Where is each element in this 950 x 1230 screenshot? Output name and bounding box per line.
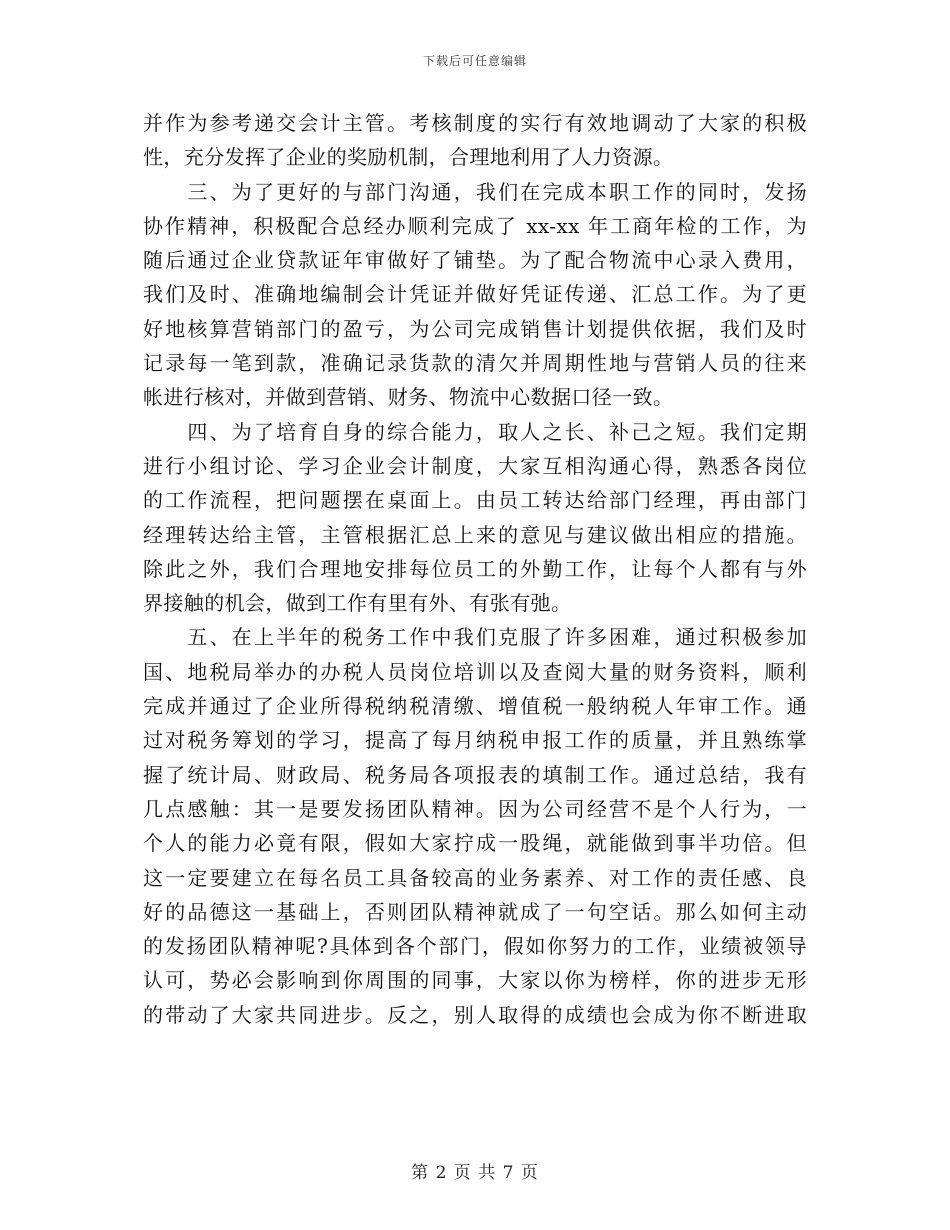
text-line: 个人的能力必竟有限，假如大家拧成一股绳，就能做到事半功倍。但 [143, 831, 807, 856]
text-line: 界接触的机会，做到工作有里有外、有张有弛。 [143, 591, 572, 616]
text-line: 握了统计局、财政局、税务局各项报表的填制工作。通过总结，我有 [143, 762, 807, 787]
page-number: 2 [435, 1163, 448, 1183]
text-line: 除此之外，我们合理地安排每位员工的外勤工作，让每个人都有与外 [143, 556, 807, 581]
body-text [143, 106, 807, 1032]
text-line: 记录每一笔到款，准确记录货款的清欠并周期性地与营销人员的往来 [143, 351, 807, 376]
footer-prefix: 第 [411, 1163, 430, 1183]
page-footer [0, 1158, 950, 1183]
text-line: 我们及时、准确地编制会计凭证并做好凭证传递、汇总工作。为了更 [143, 282, 807, 307]
text-line: 国、地税局举办的办税人员岗位培训以及查阅大量的财务资料，顺利 [143, 659, 807, 684]
text-line: 完成并通过了企业所得税纳税清缴、增值税一般纳税人年审工作。通 [143, 694, 807, 719]
text-line: 的带动了大家共同进步。反之，别人取得的成绩也会成为你不断进取 [143, 1002, 807, 1027]
footer-middle: 页 共 [453, 1163, 497, 1183]
text-line: 性，充分发挥了企业的奖励机制，合理地利用了人力资源。 [143, 145, 674, 170]
text-line: 四、为了培育自身的综合能力，取人之长、补己之短。我们定期 [143, 419, 807, 444]
text-line: 经理转达给主管，主管根据汇总上来的意见与建议做出相应的措施。 [143, 522, 807, 547]
page-total: 7 [502, 1163, 515, 1183]
text-line: 协作精神，积极配合总经办顺利完成了 xx-xx 年工商年检的工作，为 [143, 213, 807, 238]
text-line: 进行小组讨论、学习企业会计制度，大家互相沟通心得，熟悉各岗位 [143, 453, 807, 478]
text-line: 的工作流程，把问题摆在桌面上。由员工转达给部门经理，再由部门 [143, 488, 807, 513]
text-line: 的发扬团队精神呢?具体到各个部门，假如你努力的工作，业绩被领导 [143, 934, 807, 959]
footer-suffix: 页 [520, 1163, 539, 1183]
text-line: 好地核算营销部门的盈亏，为公司完成销售计划提供依据，我们及时 [143, 316, 807, 341]
text-line: 过对税务筹划的学习，提高了每月纳税申报工作的质量，并且熟练掌 [143, 728, 807, 753]
text-line: 这一定要建立在每名员工具备较高的业务素养、对工作的责任感、良 [143, 865, 807, 890]
text-line: 三、为了更好的与部门沟通，我们在完成本职工作的同时，发扬 [143, 179, 807, 204]
text-line: 随后通过企业贷款证年审做好了铺垫。为了配合物流中心录入费用， [143, 248, 807, 273]
text-line: 五、在上半年的税务工作中我们克服了许多困难，通过积极参加 [143, 625, 807, 650]
text-line: 好的品德这一基础上，否则团队精神就成了一句空话。那么如何主动 [143, 899, 807, 924]
text-line: 认可，势必会影响到你周围的同事，大家以你为榜样，你的进步无形 [143, 968, 807, 993]
text-line: 帐进行核对，并做到营销、财务、物流中心数据口径一致。 [143, 385, 674, 410]
text-line: 几点感触：其一是要发扬团队精神。因为公司经营不是个人行为，一 [143, 796, 807, 821]
page-header: 下载后可任意编辑 [422, 54, 527, 68]
text-line: 并作为参考递交会计主管。考核制度的实行有效地调动了大家的积极 [143, 111, 807, 135]
